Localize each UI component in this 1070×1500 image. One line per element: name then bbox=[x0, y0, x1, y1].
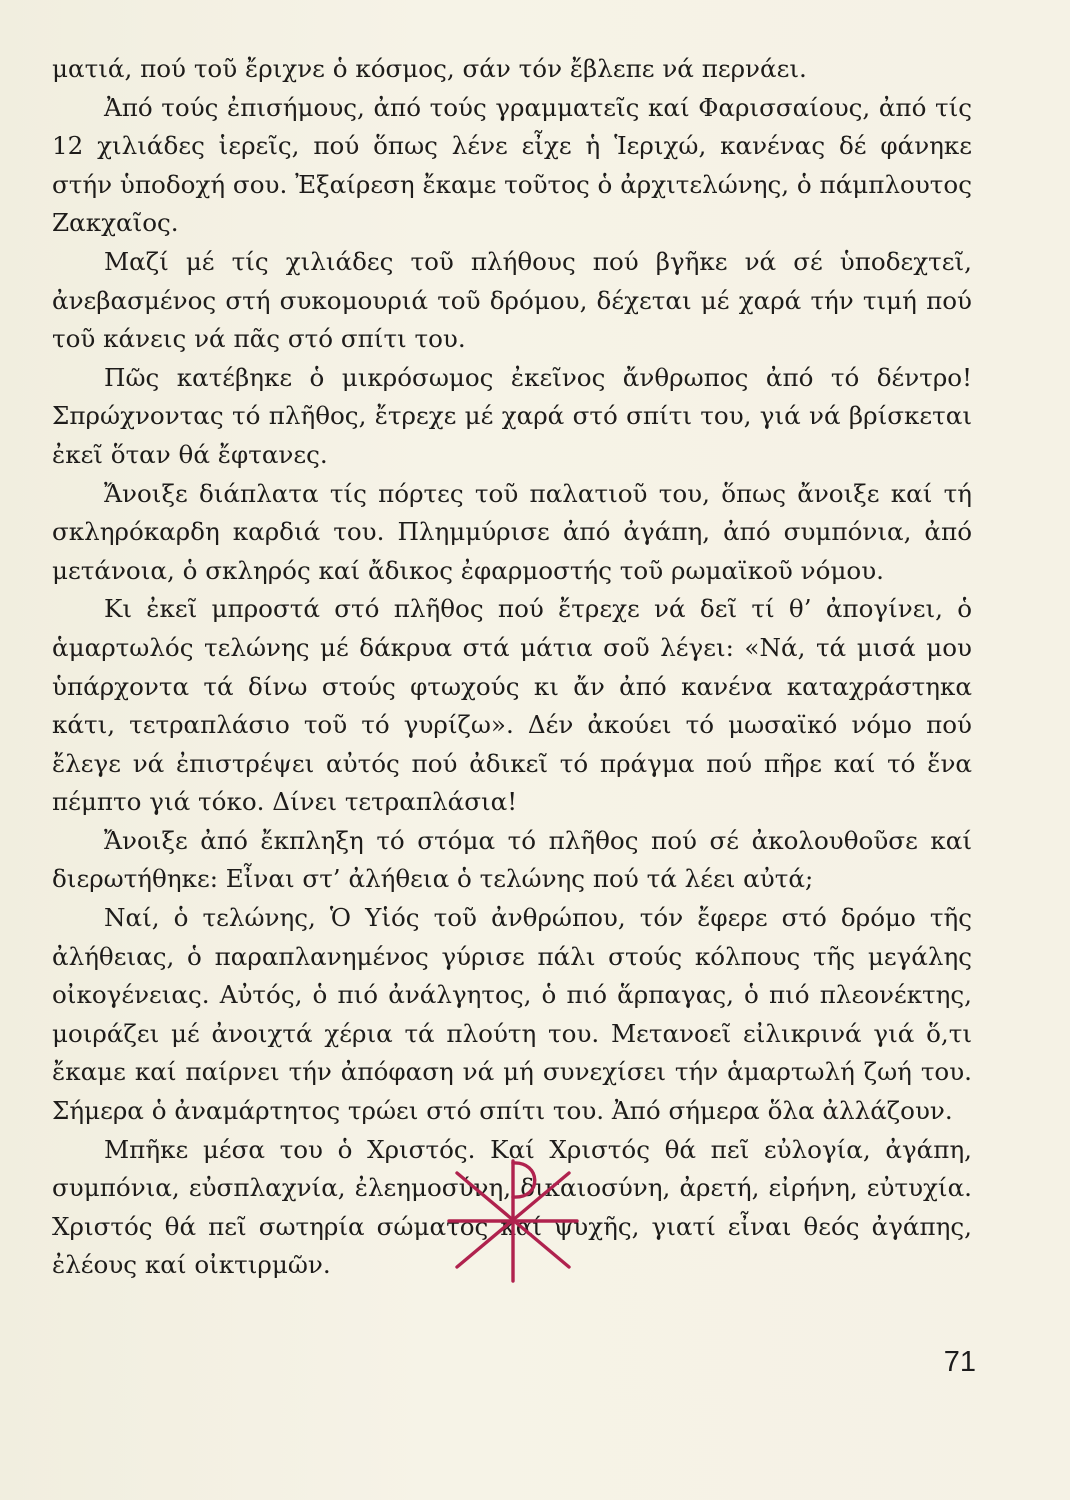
paragraph-6: Κι ἐκεῖ μπροστά στό πλῆθος πού ἔτρεχε νά δεῖ τί θ’ ἀπογίνει, ὁ ἁμαρτωλός τελώνης μέ δάκρυα στά μάτια σοῦ λέγει: «Νά, τά μισά μου ὑπάρχοντα τά δίνω στούς φτωχούς κι ἄν ἀπό κανένα καταχράστηκα κάτι, τετραπλάσιο τοῦ τό γυρίζω». Δέν ἀκούει τό μωσαϊκό νόμο πού ἔλεγε νά ἐπιστρέψει αὐτός πού ἀδικεῖ τό πράγμα πού πῆρε καί τό ἕνα πέμπτο γιά τόκο. Δίνει τετραπλάσια! bbox=[52, 594, 972, 817]
chi-rho-icon bbox=[445, 1155, 581, 1285]
paragraph-8: Ναί, ὁ τελώνης, Ὁ Υἱός τοῦ ἀνθρώπου, τόν ἔφερε στό δρόμο τῆς ἀλήθειας, ὁ παραπλανημένος γύρισε πάλι στούς κόλπους τῆς μεγάλης οἰκογένειας. Αὐτός, ὁ πιό ἀνάλγητος, ὁ πιό ἅρπαγας, ὁ πιό πλεονέκτης, μοιράζει μέ ἀνοιχτά χέρια τά πλούτη του. Μετανοεῖ εἰλικρινά γιά ὅ,τι ἔκαμε καί παίρνει τήν ἀπόφαση νά μή συνεχίσει τήν ἁμαρτωλή ζωή του. Σήμερα ὁ ἀναμάρτητος τρώει στό σπίτι του. Ἀπό σήμερα ὅλα ἀλλάζουν. bbox=[52, 903, 972, 1126]
paragraph-9: Μπῆκε μέσα του ὁ Χριστός. Καί Χριστός θά πεῖ εὐλογία, ἀγάπη, συμπόνια, εὐσπλαχνία, ἐλεημοσύνη, δικαιοσύνη, ἀρετή, εἰρήνη, εὐτυχία. Χριστός θά πεῖ σωτηρία σώματος καί ψυχῆς, γιατί εἶναι θεός ἀγάπης, ἐλέους καί οἰκτιρμῶν. bbox=[52, 1134, 972, 1280]
paragraph-2: Ἀπό τούς ἐπισήμους, ἀπό τούς γραμματεῖς καί Φαρισσαίους, ἀπό τίς 12 χιλιάδες ἱερεῖς, πού ὅπως λένε εἶχε ἡ Ἱεριχώ, κανένας δέ φάνηκε στήν ὑποδοχή σου. Ἐξαίρεση ἔκαμε τοῦτος ὁ ἀρχιτελώνης, ὁ πάμπλουτος Ζακχαῖος. bbox=[52, 92, 972, 238]
paragraph-5: Ἄνοιξε διάπλατα τίς πόρτες τοῦ παλατιοῦ του, ὅπως ἄνοιξε καί τή σκληρόκαρδη καρδιά του. Πλημμύρισε ἀπό ἀγάπη, ἀπό συμπόνια, ἀπό μετάνοια, ὁ σκληρός καί ἄδικος ἐφαρμοστής τοῦ ρωμαϊκοῦ νόμου. bbox=[52, 478, 972, 585]
paragraph-7: Ἄνοιξε ἀπό ἔκπληξη τό στόμα τό πλῆθος πού σέ ἀκολουθοῦσε καί διερωτήθηκε: Εἶναι στ’ ἀλήθεια ὁ τελώνης πού τά λέει αὐτά; bbox=[52, 825, 972, 894]
paragraph-4: Πῶς κατέβηκε ὁ μικρόσωμος ἐκεῖνος ἄνθρωπος ἀπό τό δέντρο! Σπρώχνοντας τό πλῆθος, ἔτρεχε μέ χαρά στό σπίτι του, γιά νά βρίσκεται ἐκεῖ ὅταν θά ἔφτανες. bbox=[52, 362, 972, 469]
paragraph-3: Μαζί μέ τίς χιλιάδες τοῦ πλήθους πού βγῆκε νά σέ ὑποδεχτεῖ, ἀνεβασμένος στή συκομουριά τοῦ δρόμου, δέχεται μέ χαρά τήν τιμή πού τοῦ κάνεις νά πᾶς στό σπίτι του. bbox=[52, 246, 972, 354]
paragraph-1: ματιά, πού τοῦ ἔριχνε ὁ κόσμος, σάν τόν ἔβλεπε νά περνάει. bbox=[52, 54, 807, 83]
page-number: 71 bbox=[943, 1346, 976, 1378]
body-text bbox=[52, 50, 972, 1285]
